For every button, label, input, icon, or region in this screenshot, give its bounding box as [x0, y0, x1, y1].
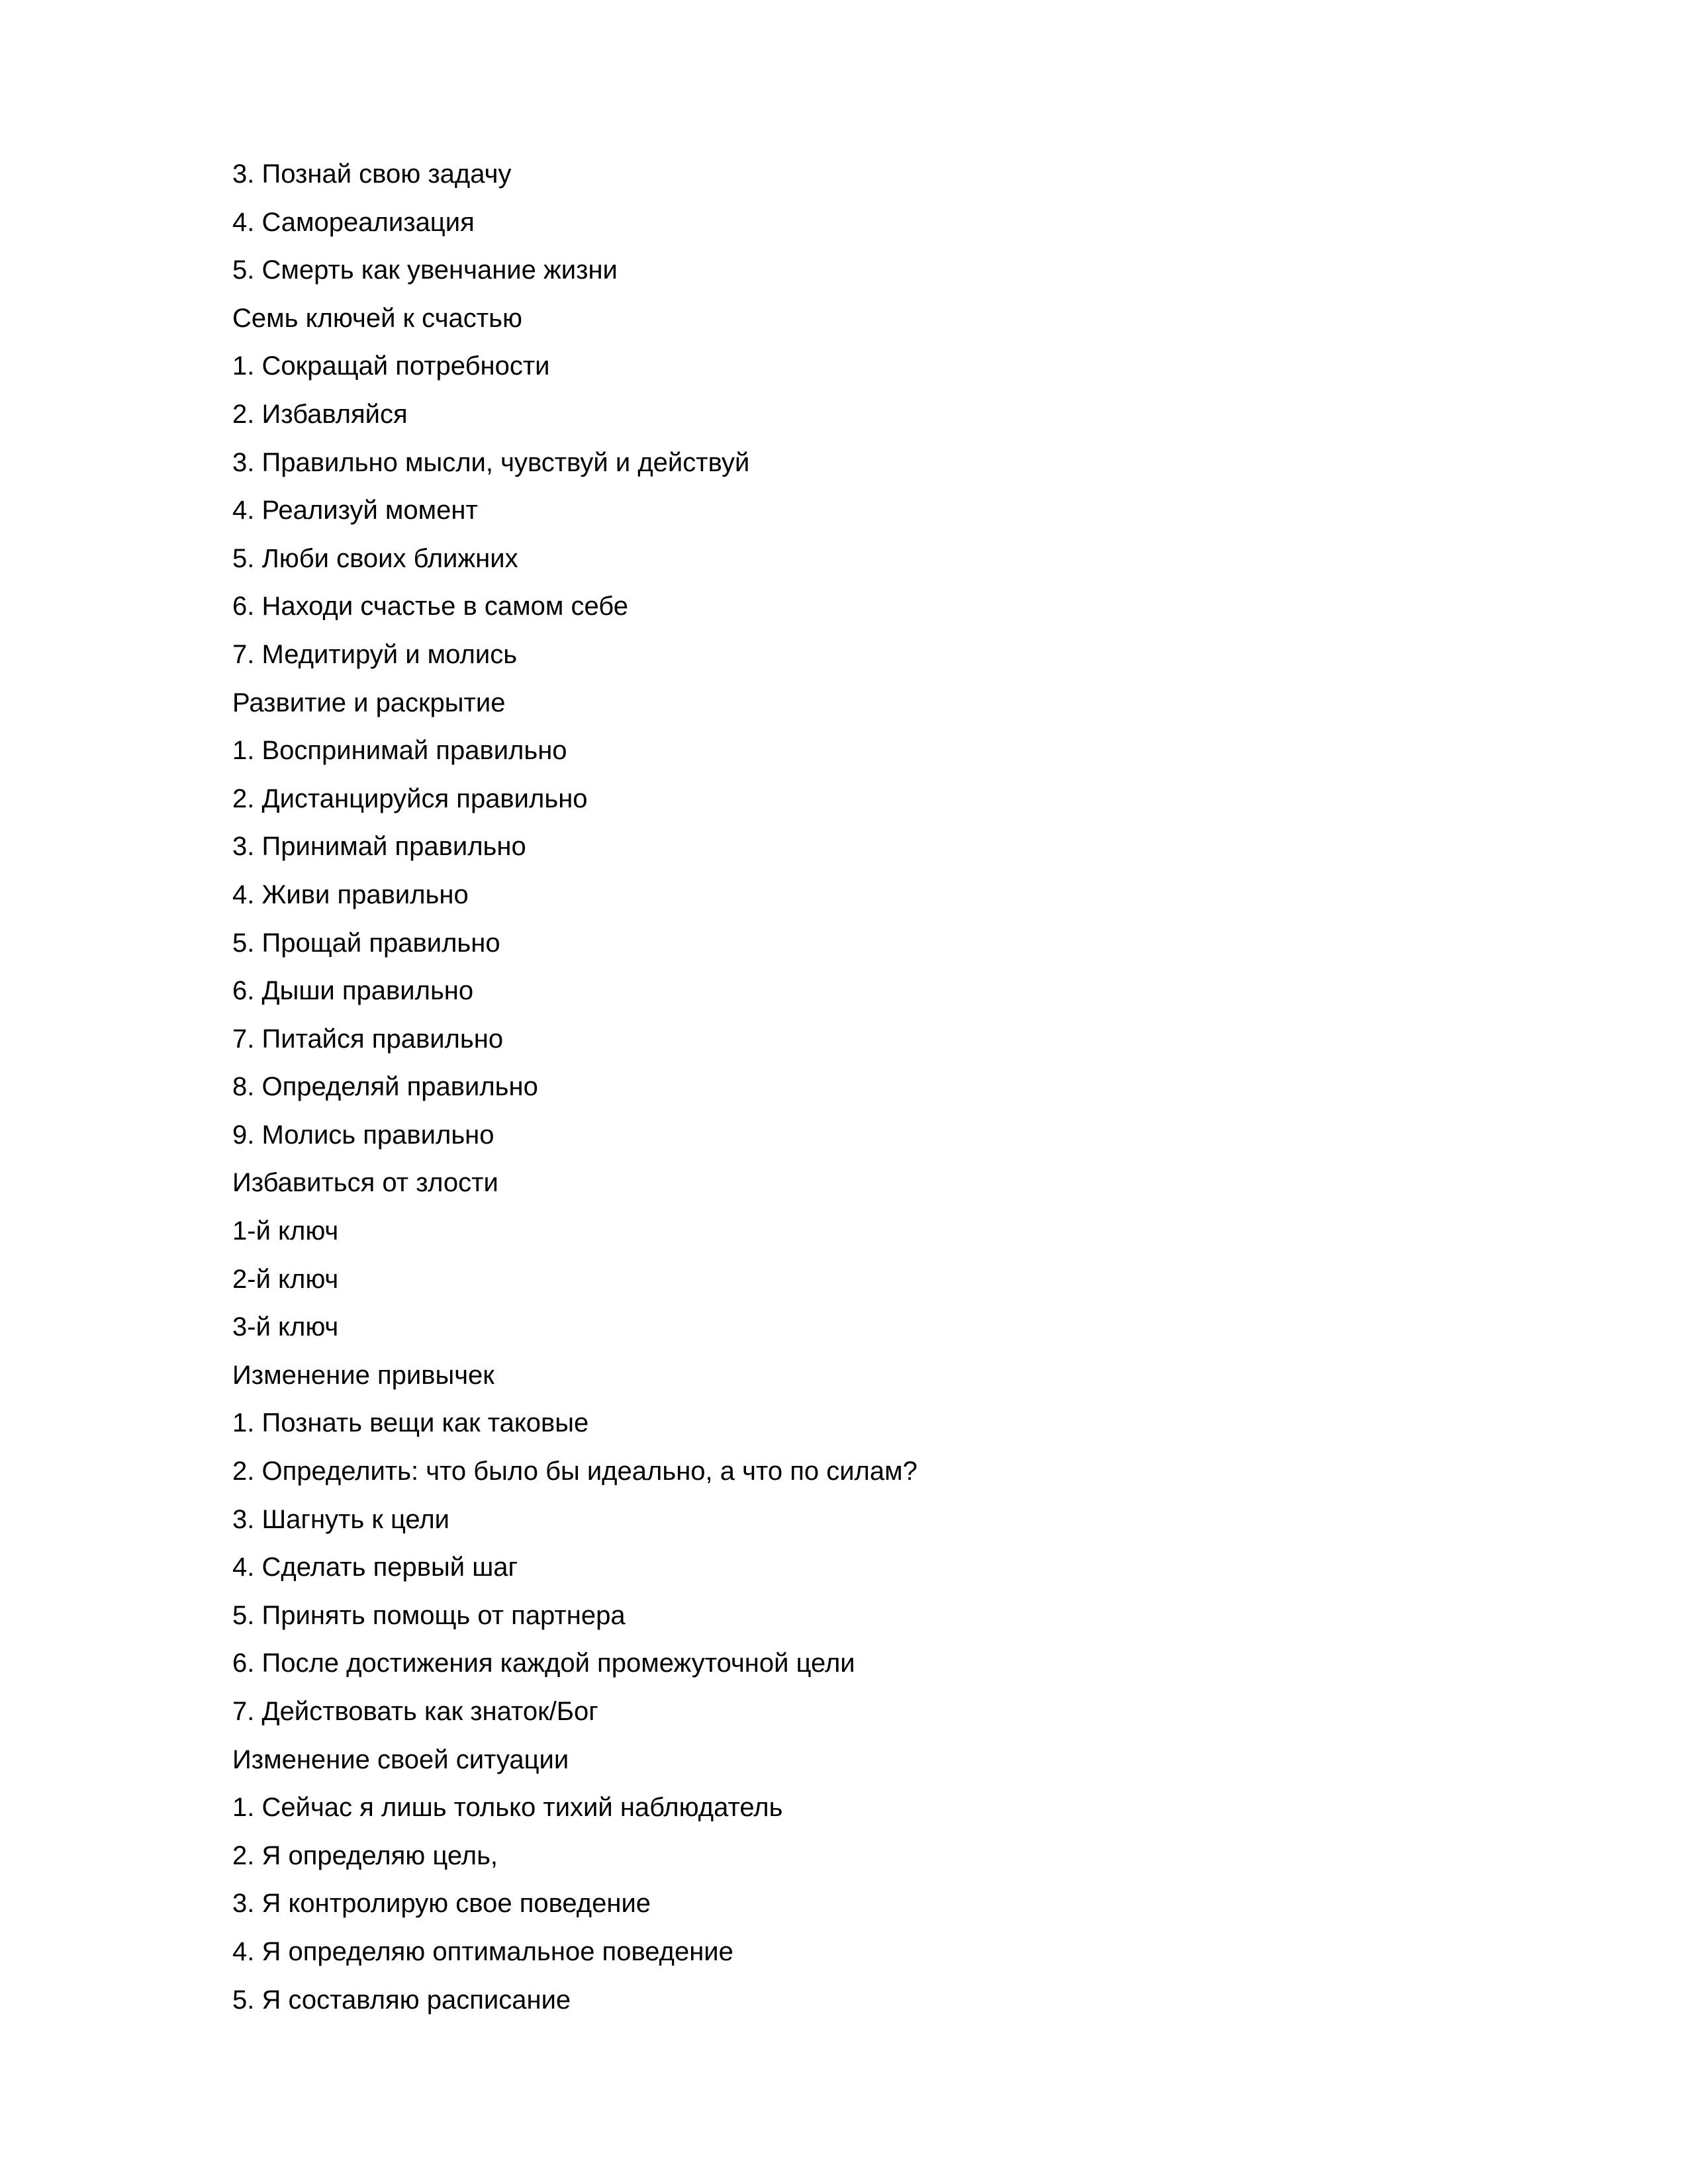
text-line: 2. Избавляйся — [232, 399, 408, 429]
text-line: 5. Люби своих ближних — [232, 543, 518, 573]
text-line: 2. Я определяю цель, — [232, 1841, 498, 1870]
text-line: 2. Определить: что было бы идеально, а что по силам? — [232, 1457, 917, 1486]
section-heading: Семь ключей к счастью — [232, 303, 522, 333]
text-line: 2-й ключ — [232, 1264, 339, 1294]
text-line: 6. После достижения каждой промежуточной цели — [232, 1649, 855, 1678]
text-line: 2. Дистанцируйся правильно — [232, 784, 588, 813]
text-line: 3. Познай свою задачу — [232, 159, 512, 189]
text-line: 1. Сейчас я лишь только тихий наблюдатель — [232, 1793, 783, 1823]
text-line: 8. Определяй правильно — [232, 1072, 538, 1102]
text-line: 7. Медитируй и молись — [232, 639, 518, 669]
text-line: 4. Я определяю оптимальное поведение — [232, 1936, 733, 1966]
text-line: 7. Питайся правильно — [232, 1024, 504, 1054]
section-heading: Избавиться от злости — [232, 1168, 498, 1198]
text-line: 5. Я составляю расписание — [232, 1985, 571, 2015]
text-line: 1. Воспринимай правильно — [232, 736, 567, 766]
section-heading: Развитие и раскрытие — [232, 688, 506, 717]
text-line: 1. Познать вещи как таковые — [232, 1408, 589, 1438]
text-line: 4. Живи правильно — [232, 880, 469, 909]
text-line: 3. Принимай правильно — [232, 832, 526, 862]
text-line: 1-й ключ — [232, 1216, 339, 1246]
text-line: 5. Принять помощь от партнера — [232, 1600, 626, 1630]
text-line: 9. Молись правильно — [232, 1120, 494, 1150]
text-line: 4. Сделать первый шаг — [232, 1553, 518, 1582]
text-line: 4. Самореализация — [232, 207, 475, 237]
text-line: 5. Прощай правильно — [232, 928, 500, 958]
text-line: 7. Действовать как знаток/Бог — [232, 1697, 598, 1726]
text-line: 5. Смерть как увенчание жизни — [232, 255, 618, 285]
text-line: 3. Шагнуть к цели — [232, 1504, 450, 1534]
text-line: 3. Я контролирую свое поведение — [232, 1889, 651, 1919]
text-line: 1. Сокращай потребности — [232, 351, 550, 381]
text-line: 6. Дыши правильно — [232, 976, 474, 1006]
text-lines — [232, 150, 1556, 2024]
text-line: 4. Реализуй момент — [232, 496, 478, 525]
text-line: 6. Находи счастье в самом себе — [232, 592, 628, 621]
text-line: 3. Правильно мысли, чувствуй и действуй — [232, 447, 750, 477]
section-heading: Изменение привычек — [232, 1360, 494, 1390]
text-line: 3-й ключ — [232, 1312, 339, 1342]
section-heading: Изменение своей ситуации — [232, 1745, 569, 1774]
